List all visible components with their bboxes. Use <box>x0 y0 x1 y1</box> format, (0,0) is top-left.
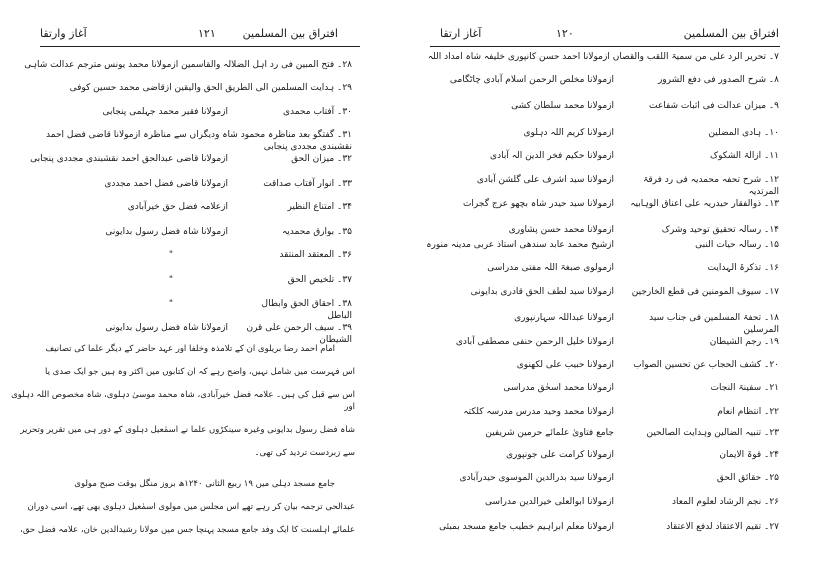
paragraph-gap <box>10 470 355 478</box>
entry-title: ۳۲۔ میزان الحق <box>291 154 352 164</box>
section-title: آغاز ارتقا <box>440 27 482 40</box>
entry-title: ۱۵۔ رسالہ حیات النبی <box>695 240 779 250</box>
entry-title: ۲۶۔ نجم الرشاد لعلوم المعاد <box>671 497 779 507</box>
entry-title: ۸۔ شرح الصدور فی دفع الشرور <box>657 75 779 85</box>
paragraph-line: اس فہرست میں شامل نہیں، واضح رہے کہ ان کتابوں میں اکثر وہ ہیں جو ایک صدی یا <box>45 367 355 377</box>
ditto-mark: " <box>168 275 173 285</box>
paragraph-line: عبدالحی ترجمہ بیان کر رہے تھے اس مجلس میں مولوی اسمٰعیل دہلوی بھی تھے، اسی دوران <box>27 502 355 512</box>
entry-author: ازمولانا فقیر محمد جہلمی پنجابی <box>102 107 228 117</box>
entry-title: ۳۷۔ تلخیص الحق <box>287 275 352 285</box>
paragraph-line: شاہ فضل رسول بدایونی وغیرہ سینکڑوں علما نے اسمٰعیل دہلوی کے دور ہی میں تقریر وتحریر <box>20 425 355 435</box>
right-page <box>410 0 819 578</box>
entry-author: ازمولانا کرامت علی جونپوری <box>505 450 614 460</box>
header-rule <box>430 46 780 47</box>
entry-title: ۱۲۔ شرح تحفہ محمدیہ فی رد فرقۃ المرتدیہ <box>643 175 779 197</box>
entry-title: ۲۴۔ قوۃ الایمان <box>719 450 779 460</box>
entry-author: ازمولانا محمد اسحٰق مدراسی <box>503 383 614 393</box>
entry-title: ۱۷۔ سیوف المومنین فی قطع الخارجین <box>631 287 779 297</box>
entry-author: ازمولانا کریم اللہ دہلوی <box>523 128 614 138</box>
section-title: آغاز وارتقا <box>40 27 87 40</box>
entry-author: ازمولانا سید لطف الحق قادری بدایونی <box>470 287 614 297</box>
page-number: ۱۲۱ <box>198 27 216 40</box>
entry-author: ازمولانا عبداللہ سہارنپوری <box>514 313 614 323</box>
entry-title: ۳۶۔ المعتقد المنتقد <box>279 250 352 260</box>
entry-author: ازمولوی صبغۃ اللہ مفتی مدراسی <box>487 263 614 273</box>
entry-title: ۲۱۔ سفینۃ النجات <box>710 383 779 393</box>
entry-author: ازمولانا حکیم فخر الدین الہ آبادی <box>490 151 614 161</box>
entry-author: جامع فتاویٰ علمائے حرمین شریفین <box>485 428 614 438</box>
entry-author: ازشیخ محمد عابد سندھی استاذ عربی مدینہ منورہ <box>426 240 614 250</box>
entry-author: ازمولانا شاہ فضل رسول بدایونی <box>105 227 228 237</box>
entry-title: ۱۱۔ ازالۃ الشکوک <box>710 151 779 161</box>
entry-author: ازعلامہ فضل حق خیرآبادی <box>127 202 228 212</box>
ditto-mark: " <box>168 250 173 260</box>
entry-author: ازمولانا سید بدرالدین الموسوی حیدرآبادی <box>459 473 614 483</box>
paragraph-line: علمائے اہلسنت کا ایک وفد جامع مسجد پہنچا جس میں مولانا رشیدالدین خان، علامہ فضل حق، <box>20 525 355 535</box>
body-text <box>10 343 355 547</box>
entry-title: ۱۸۔ تحفۃ المسلمین فی جناب سید المرسلین <box>649 313 779 335</box>
entry-title: ۲۵۔ حقائق الحق <box>716 473 779 483</box>
entry-author: ازمولانا محمد سلطان کشی <box>511 101 614 111</box>
entry-title: ۷۔ تحریر الرد علی من سمیۃ اللقب والقصاں ازمولانا احمد حسن کانپوری خلیفہ شاہ امداد اللہ <box>427 52 779 62</box>
entry-title: ۱۰۔ ہادی المضلین <box>708 128 779 138</box>
entry-author: ازمولانا سید حیدر شاہ بچھو عرج گجرات <box>462 199 614 209</box>
entry-author: ازمولانا قاضی فضل احمد مجددی <box>104 179 228 189</box>
entry-title: ۳۱۔ گفتگو بعد مناظرہ محمود شاہ ودیگراں سے مناظرہ ازمولانا قاضی فضل احمد نقشبندی مجددی پنجابی <box>46 130 352 152</box>
entry-author: ازمولانا محمد وحید مدرس مدرسہ کلکتہ <box>463 407 614 417</box>
entry-title: ۱۳۔ ذوالفقار حیدریہ علی اعناق الوہابیہ <box>630 199 779 209</box>
header-rule <box>40 46 360 47</box>
entry-author: ازمولانا محمد حسن پشاوری <box>508 225 614 235</box>
entry-title: ۲۳۔ تنبیہ الضالین وہدایت الصالحین <box>646 428 779 438</box>
entry-title: ۲۹۔ ہدایت المسلمین الی الطریق الحق والیقین ازقاضی محمد حسین کوفی <box>69 83 352 93</box>
entry-title: ۱۶۔ تذکرۃ الہدایت <box>707 263 779 273</box>
paragraph-line: سے زبردست تردید کی تھی۔ <box>254 448 355 458</box>
entry-author: ازمولانا حبیب علی لکھنوی <box>516 360 614 370</box>
entry-author: ازمولانا ابوالعلی خیرالدین مدراسی <box>484 497 614 507</box>
entry-title: ۳۹۔ سیف الرحمن علی قرن الشیطان <box>246 323 352 345</box>
entry-title: ۲۸۔ فتح المبین فی رد اہل الضلالہ والقاسمین ازمولانا محمد یونس مترجم عدالت شاہی <box>24 60 352 70</box>
entry-title: ۱۴۔ رسالہ تحقیق توحید وشرک <box>661 225 779 235</box>
entry-author: ازمولانا سید اشرف علی گلشن آبادی <box>476 175 614 185</box>
entry-title: ۳۴۔ امتناع النظیر <box>287 202 352 212</box>
entry-title: ۳۸۔ احقاق الحق وابطال الباطل <box>261 299 352 321</box>
running-title: افتراق بین المسلمین <box>242 27 338 40</box>
entry-title: ۳۰۔ آفتاب محمدی <box>282 107 352 117</box>
entry-title: ۲۲۔ انتظام انعام <box>717 407 779 417</box>
entry-author: ازمولانا معلم ابراہیم خطیب جامع مسجد بمبئی <box>439 522 614 532</box>
entry-title: ۹۔ میزان عدالت فی اثبات شفاعت <box>649 101 779 111</box>
entry-author: ازمولانا شاہ فضل رسول بدایونی <box>105 323 228 333</box>
entry-title: ۱۹۔ رجم الشیطان <box>709 337 779 347</box>
entry-author: ازمولانا مخلص الرحمن اسلام آبادی چاٹگامی <box>449 75 614 85</box>
running-title: افتراق بین المسلمین <box>683 27 779 40</box>
ditto-mark: " <box>168 299 173 309</box>
entry-author: ازمولانا خلیل الرحمن حنفی مصطفی آبادی <box>455 337 614 347</box>
page-number: ۱۲۰ <box>556 27 574 40</box>
entry-title: ۲۷۔ تقیم الاعتقاد لدفع الاعتقاد <box>666 522 779 532</box>
paragraph-line: جامع مسجد دہلی میں ۱۹ ربیع الثانی ۱۲۴۰ھ بروز منگل بوقت صبح مولوی <box>74 479 335 489</box>
paragraph-line: امام احمد رضا بریلوی ان کے تلامذہ وخلفا اور عہد حاضر کے دیگر علما کی تصانیف <box>45 344 335 354</box>
entry-title: ۳۵۔ بوارق محمدیہ <box>282 227 352 237</box>
entry-title: ۳۳۔ انوار آفتاب صداقت <box>263 179 352 189</box>
paragraph-line: اس سے قبل کی ہیں۔ علامہ فضل خیرآبادی، شاہ محمد موسیٰ دہلوی، شاہ مخصوص اللہ دہلوی اور <box>11 390 355 412</box>
entry-title: ۲۰۔ کشف الحجاب عن تحسین الصواب <box>633 360 779 370</box>
entry-author: ازمولانا قاضی عبدالحق احمد نقشبندی مجددی پنجابی <box>30 154 228 164</box>
